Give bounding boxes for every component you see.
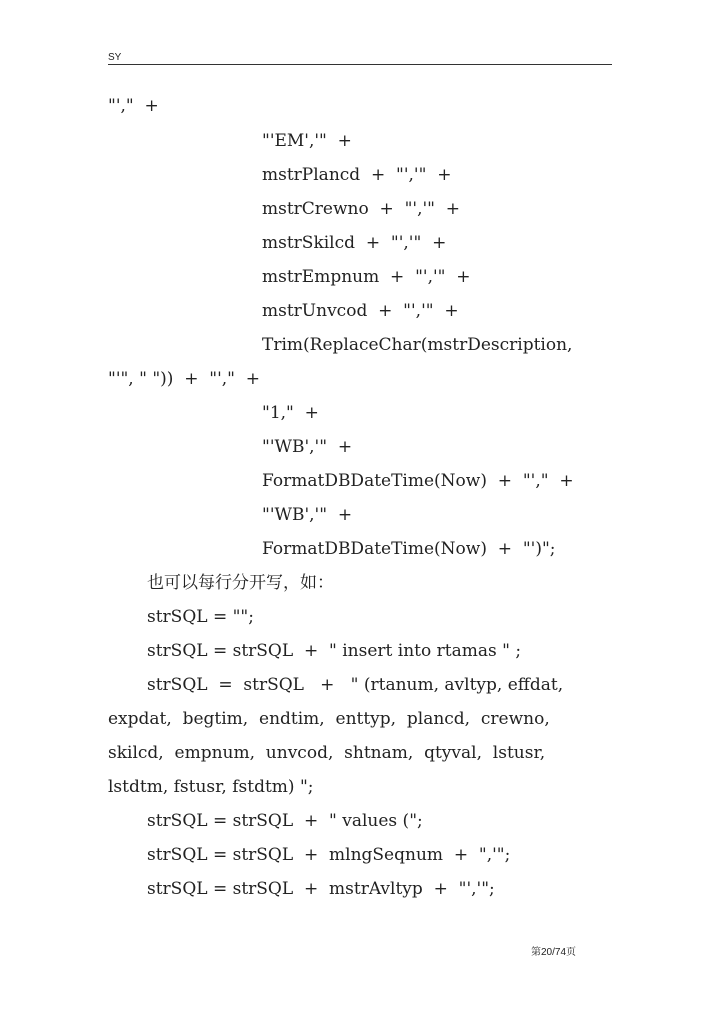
code-line: "'," +	[108, 96, 159, 116]
code-line: strSQL = strSQL + " (rtanum, avltyp, effdat,	[147, 675, 564, 695]
code-line: mstrSkilcd + "','" +	[262, 233, 447, 253]
code-line: "'WB','" +	[262, 505, 353, 525]
code-line: strSQL = strSQL + " values (";	[147, 811, 423, 831]
code-line: expdat, begtim, endtim, enttyp, plancd, crewno,	[108, 709, 550, 729]
code-line: mstrUnvcod + "','" +	[262, 301, 459, 321]
code-line: "1," +	[262, 403, 319, 423]
code-line: mstrCrewno + "','" +	[262, 199, 461, 219]
code-line: Trim(ReplaceChar(mstrDescription,	[262, 335, 573, 355]
header-label: SY	[108, 52, 122, 63]
code-line: strSQL = "";	[147, 607, 254, 627]
code-line: "'EM','" +	[262, 131, 352, 151]
code-line: mstrPlancd + "','" +	[262, 165, 452, 185]
code-line: "'", " ")) + "'," +	[108, 369, 261, 389]
page-number: 第20/74页	[531, 947, 577, 958]
code-line: FormatDBDateTime(Now) + "'," +	[262, 471, 574, 491]
code-line: strSQL = strSQL + mlngSeqnum + ",'";	[147, 845, 511, 865]
code-line: mstrEmpnum + "','" +	[262, 267, 471, 287]
code-line: skilcd, empnum, unvcod, shtnam, qtyval, lstusr,	[108, 743, 546, 763]
paragraph-line: 也可以每行分开写，如：	[147, 573, 334, 593]
code-line: lstdtm, fstusr, fstdtm) ";	[108, 777, 314, 797]
code-line: strSQL = strSQL + " insert into rtamas " ;	[147, 641, 522, 661]
code-line: "'WB','" +	[262, 437, 353, 457]
code-line: FormatDBDateTime(Now) + "')";	[262, 539, 556, 559]
code-line: strSQL = strSQL + mstrAvltyp + "','";	[147, 879, 495, 899]
header-rule	[108, 64, 612, 65]
